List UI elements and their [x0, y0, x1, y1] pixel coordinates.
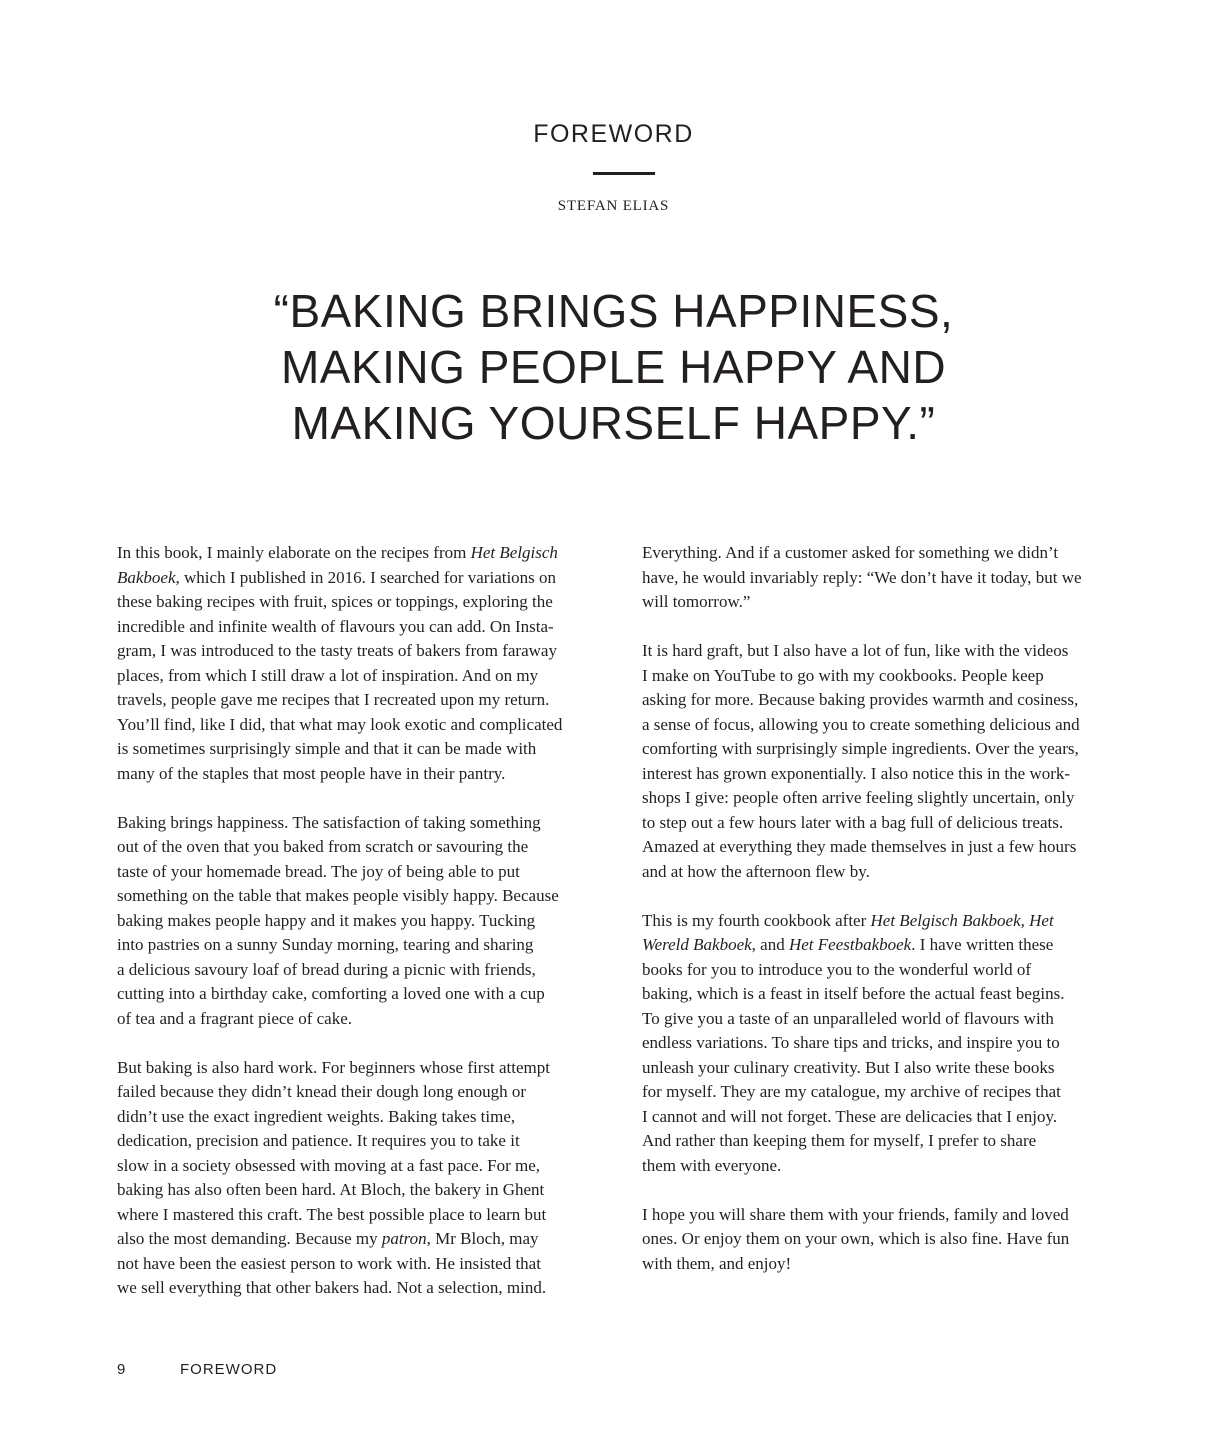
text-line: cutting into a birthday cake, comforting a loved one with a cup — [117, 984, 545, 1003]
text-line: didn’t use the exact ingredient weights. Baking takes time, — [117, 1106, 516, 1126]
text-line: shops I give: people often arrive feeling slightly uncertain, only — [642, 788, 1075, 807]
italic-word: patron — [381, 1229, 427, 1248]
text-line: But baking is also hard work. For beginners whose first attempt — [117, 1057, 550, 1077]
page-title: FOREWORD — [533, 120, 694, 148]
book-title: Het Belgisch — [470, 543, 558, 562]
text-line: comforting with surprisingly simple ingredients. Over the years, — [642, 739, 1079, 758]
text-line: travels, people gave me recipes that I recreated upon my return. — [117, 690, 550, 709]
text-fragment: , Mr Bloch, may — [426, 1229, 539, 1248]
book-title: Bakboek — [117, 567, 176, 587]
text-line: It is hard graft, but I also have a lot of fun, like with the videos — [642, 641, 1069, 660]
text-line: many of the staples that most people have in their pantry. — [117, 763, 506, 783]
text-line: asking for more. Because baking provides warmth and cosiness, — [642, 690, 1079, 709]
paragraph — [642, 1203, 1142, 1277]
left-column — [117, 541, 617, 1325]
right-column — [642, 541, 1142, 1301]
text-line: to step out a few hours later with a bag full of delicious treats. — [642, 812, 1064, 832]
text-line — [117, 1227, 617, 1252]
text-line: Everything. And if a customer asked for something we didn’t — [642, 543, 1059, 562]
text-line: To give you a taste of an unparalleled world of flavours with — [642, 1008, 1054, 1028]
title-divider — [593, 172, 655, 175]
text-line: we sell everything that other bakers had. Not a selection, mind. — [117, 1278, 547, 1297]
text-fragment: This is my fourth cookbook after — [642, 910, 871, 930]
text-line: slow in a society obsessed with moving at a fast pace. For me, — [117, 1155, 541, 1175]
paragraph — [117, 541, 617, 786]
text-fragment: , which I published in 2016. I searched for variations on — [175, 567, 557, 587]
text-fragment: . I have written these — [911, 935, 1054, 954]
text-fragment: , and — [751, 935, 789, 954]
text-line: not have been the easiest person to work with. He insisted that — [117, 1253, 541, 1273]
book-title: Het Feestbakboek — [788, 935, 912, 954]
text-line: will tomorrow.” — [642, 592, 751, 611]
paragraph — [642, 639, 1142, 884]
text-line: them with everyone. — [642, 1155, 782, 1175]
author-name: STEFAN ELIAS — [557, 198, 670, 214]
book-title: Het Belgisch Bakboek, Het — [870, 910, 1054, 930]
text-line — [117, 541, 617, 566]
text-line: a delicious savoury loaf of bread during a picnic with friends, — [117, 959, 536, 979]
text-line: and at how the afternoon flew by. — [642, 861, 870, 881]
text-line: out of the oven that you baked from scratch or savouring the — [117, 837, 529, 856]
pull-quote — [0, 283, 1227, 451]
book-title: Wereld Bakboek — [642, 935, 752, 954]
text-line: a sense of focus, allowing you to create something delicious and — [642, 714, 1080, 734]
quote-line: MAKING YOURSELF HAPPY.” — [291, 397, 936, 449]
paragraph — [117, 811, 617, 1032]
text-line: is sometimes surprisingly simple and that it can be made with — [117, 739, 537, 758]
text-line: books for you to introduce you to the wonderful world of — [642, 959, 1032, 979]
text-line: gram, I was introduced to the tasty treats of bakers from faraway — [117, 641, 557, 660]
text-line: dedication, precision and patience. It requires you to take it — [117, 1131, 520, 1150]
paragraph — [117, 1056, 617, 1301]
text-line: You’ll find, like I did, that what may look exotic and complicated — [117, 714, 563, 734]
text-line: I hope you will share them with your friends, family and loved — [642, 1204, 1069, 1224]
text-line: for myself. They are my catalogue, my archive of recipes that — [642, 1082, 1061, 1101]
page-footer — [117, 1359, 277, 1381]
text-line: failed because they didn’t knead their dough long enough or — [117, 1082, 526, 1101]
text-line: have, he would invariably reply: “We don’t have it today, but we — [642, 567, 1082, 587]
text-line: taste of your homemade bread. The joy of being able to put — [117, 861, 520, 881]
text-line: something on the table that makes people visibly happy. Because — [117, 886, 559, 905]
text-line: into pastries on a sunny Sunday morning, tearing and sharing — [117, 935, 534, 954]
text-line: places, from which I still draw a lot of inspiration. And on my — [117, 665, 539, 685]
text-line: these baking recipes with fruit, spices or toppings, exploring the — [117, 592, 553, 611]
text-line — [642, 909, 1142, 934]
quote-line: MAKING PEOPLE HAPPY AND — [280, 341, 947, 393]
text-line: where I mastered this craft. The best possible place to learn but — [117, 1204, 547, 1224]
text-line: I cannot and will not forget. These are delicacies that I enjoy. — [642, 1106, 1058, 1126]
text-line: unleash your culinary creativity. But I also write these books — [642, 1057, 1055, 1077]
text-line: incredible and infinite wealth of flavours you can add. On Insta- — [117, 616, 554, 636]
running-header: FOREWORD — [180, 1361, 278, 1378]
page-number: 9 — [117, 1361, 127, 1378]
text-line: Baking brings happiness. The satisfaction of taking something — [117, 812, 541, 832]
text-line: baking makes people happy and it makes you happy. Tucking — [117, 910, 536, 930]
text-fragment: also the most demanding. Because my — [117, 1229, 382, 1248]
paragraph — [642, 909, 1142, 1179]
quote-line: “BAKING BRINGS HAPPINESS, — [273, 285, 954, 337]
paragraph — [642, 541, 1142, 615]
text-line: I make on YouTube to go with my cookbooks. People keep — [642, 665, 1044, 685]
text-line — [117, 566, 617, 591]
text-line: baking, which is a feast in itself before the actual feast begins. — [642, 984, 1065, 1003]
text-line: baking has also often been hard. At Bloch, the bakery in Ghent — [117, 1180, 545, 1199]
text-line: interest has grown exponentially. I also notice this in the work- — [642, 763, 1071, 783]
text-line: endless variations. To share tips and tricks, and inspire you to — [642, 1033, 1060, 1052]
text-line: with them, and enjoy! — [642, 1253, 792, 1273]
text-line: Amazed at everything they made themselves in just a few hours — [642, 837, 1077, 856]
text-fragment: In this book, I mainly elaborate on the recipes from — [117, 543, 471, 562]
text-line — [642, 933, 1142, 958]
text-line: And rather than keeping them for myself, I prefer to share — [642, 1131, 1037, 1150]
text-line: ones. Or enjoy them on your own, which is also fine. Have fun — [642, 1229, 1070, 1248]
text-line: of tea and a fragrant piece of cake. — [117, 1008, 353, 1028]
